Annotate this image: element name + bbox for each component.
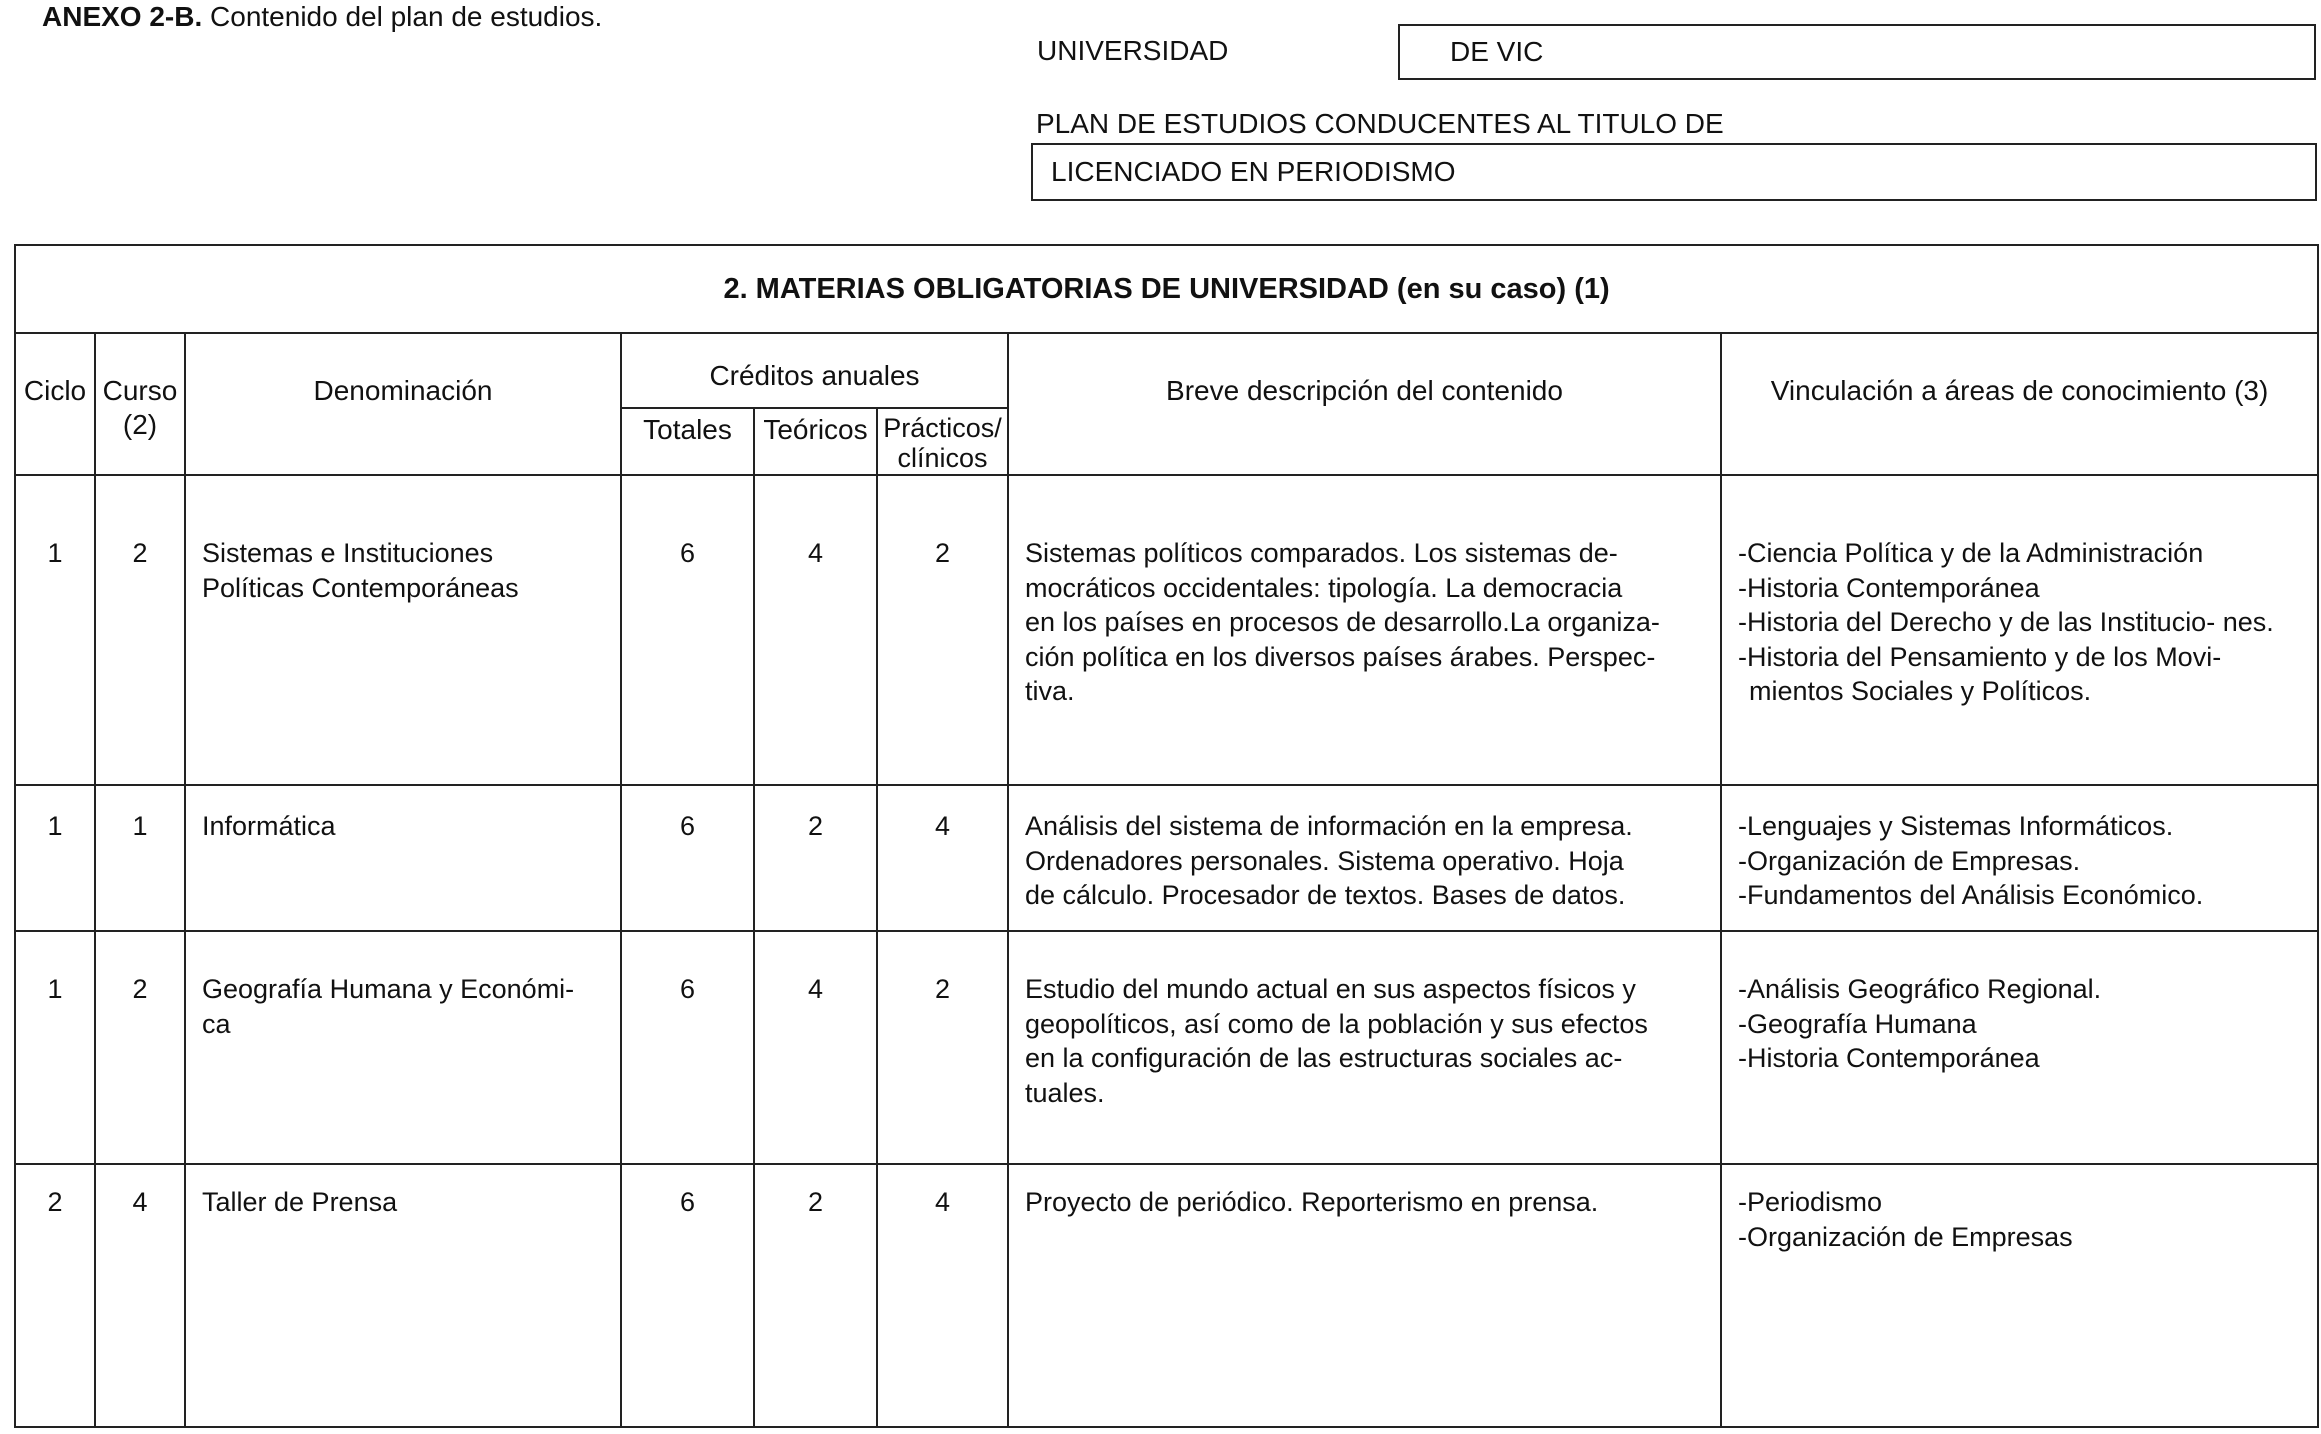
cell-teoricos: 4 <box>754 931 877 1164</box>
cell-denominacion-line: Informática <box>202 811 336 841</box>
cell-vinculacion-line: -Ciencia Política y de la Administración <box>1738 538 2204 568</box>
cell-descripcion-line: de cálculo. Procesador de textos. Bases de datos. <box>1025 880 1626 910</box>
col-clinicos-label: clínicos <box>897 443 988 473</box>
cell-descripcion <box>1008 785 1721 931</box>
cell-practicos: 4 <box>877 785 1008 931</box>
annex-description: Contenido del plan de estudios. <box>210 1 603 32</box>
cell-descripcion-line: geopolíticos, así como de la población y sus efectos <box>1025 1008 1648 1039</box>
col-header-totales <box>621 408 754 475</box>
cell-practicos: 4 <box>877 1164 1008 1427</box>
cell-vinculacion-line: -Análisis Geográfico Regional. <box>1738 974 2102 1004</box>
col-descripcion-label: Breve descripción del contenido <box>1166 375 1563 406</box>
col-header-curso <box>95 333 185 475</box>
cell-vinculacion-line: -Periodismo <box>1738 1187 1883 1217</box>
cell-vinculacion-line: -Historia del Derecho y de las Institucio- nes. <box>1738 607 2274 637</box>
col-header-creditos <box>621 333 1008 408</box>
table-body <box>15 475 2318 1427</box>
cell-curso: 1 <box>95 785 185 931</box>
cell-ciclo: 1 <box>15 475 95 785</box>
cell-vinculacion-line: -Historia Contemporánea <box>1738 1043 2040 1073</box>
col-header-descripcion <box>1008 333 1721 475</box>
cell-teoricos: 2 <box>754 1164 877 1427</box>
cell-teoricos: 4 <box>754 475 877 785</box>
cell-vinculacion <box>1721 931 2318 1164</box>
cell-denominacion <box>185 1164 621 1427</box>
cell-practicos: 2 <box>877 475 1008 785</box>
table-row <box>15 931 2318 1164</box>
cell-curso: 2 <box>95 475 185 785</box>
cell-denominacion <box>185 785 621 931</box>
annex-label: ANEXO 2-B. <box>42 1 203 32</box>
cell-descripcion-line: en los países en procesos de desarrollo.La organiza- <box>1025 607 1660 637</box>
table-row <box>15 785 2318 931</box>
cell-vinculacion-line: -Geografía Humana <box>1738 1008 1977 1039</box>
cell-ciclo: 1 <box>15 931 95 1164</box>
col-header-ciclo <box>15 333 95 475</box>
table-row <box>15 1164 2318 1427</box>
universidad-field <box>1398 24 2316 80</box>
cell-descripcion-line: tuales. <box>1025 1077 1105 1108</box>
col-creditos-label: Créditos anuales <box>709 359 920 391</box>
col-totales-label: Totales <box>643 414 732 445</box>
cell-denominacion-line: Geografía Humana y Económi- <box>202 974 575 1004</box>
cell-ciclo: 1 <box>15 785 95 931</box>
cell-denominacion-line: ca <box>202 1008 231 1039</box>
cell-vinculacion-line: -Organización de Empresas. <box>1738 845 2081 876</box>
cell-curso: 4 <box>95 1164 185 1427</box>
cell-ciclo: 2 <box>15 1164 95 1427</box>
cell-totales: 6 <box>621 475 754 785</box>
cell-vinculacion-line: -Historia Contemporánea <box>1738 572 2040 603</box>
col-practicos-label: Prácticos/ <box>883 413 1002 443</box>
table-title: 2. MATERIAS OBLIGATORIAS DE UNIVERSIDAD (en su caso) (1) <box>15 245 2318 333</box>
cell-descripcion <box>1008 1164 1721 1427</box>
cell-descripcion <box>1008 475 1721 785</box>
cell-vinculacion-line: -Lenguajes y Sistemas Informáticos. <box>1738 811 2174 841</box>
cell-denominacion <box>185 931 621 1164</box>
cell-vinculacion <box>1721 1164 2318 1427</box>
cell-descripcion <box>1008 931 1721 1164</box>
col-header-practicos <box>877 408 1008 475</box>
cell-descripcion-line: ción política en los diversos países árabes. Perspec- <box>1025 641 1656 672</box>
plan-label: PLAN DE ESTUDIOS CONDUCENTES AL TITULO DE <box>1036 108 1724 139</box>
cell-descripcion-line: Ordenadores personales. Sistema operativo. Hoja <box>1025 845 1624 876</box>
cell-totales: 6 <box>621 1164 754 1427</box>
annex-heading <box>42 1 602 33</box>
cell-teoricos: 2 <box>754 785 877 931</box>
cell-descripcion-line: Sistemas políticos comparados. Los sistemas de- <box>1025 538 1618 568</box>
col-denominacion-label: Denominación <box>313 375 493 406</box>
cell-denominacion-line: Políticas Contemporáneas <box>202 572 519 603</box>
universidad-value: DE VIC <box>1450 36 1544 67</box>
cell-descripcion-line: Proyecto de periódico. Reporterismo en prensa. <box>1025 1187 1599 1217</box>
cell-totales: 6 <box>621 931 754 1164</box>
cell-descripcion-line: tiva. <box>1025 676 1075 706</box>
plan-value: LICENCIADO EN PERIODISMO <box>1051 156 1456 187</box>
cell-practicos: 2 <box>877 931 1008 1164</box>
col-header-teoricos <box>754 408 877 475</box>
cell-descripcion-line: Análisis del sistema de información en la empresa. <box>1025 811 1633 841</box>
cell-vinculacion-line: -Fundamentos del Análisis Económico. <box>1738 880 2204 910</box>
col-curso-label: Curso <box>102 375 178 406</box>
col-header-vinculacion <box>1721 333 2318 475</box>
col-ciclo-label: Ciclo <box>23 375 87 406</box>
cell-totales: 6 <box>621 785 754 931</box>
col-teoricos-label: Teóricos <box>763 414 868 445</box>
cell-descripcion-line: Estudio del mundo actual en sus aspectos físicos y <box>1025 974 1636 1004</box>
cell-curso: 2 <box>95 931 185 1164</box>
cell-vinculacion <box>1721 475 2318 785</box>
table-row <box>15 475 2318 785</box>
cell-descripcion-line: mocráticos occidentales: tipología. La democracia <box>1025 572 1623 603</box>
col-vinculacion-label: Vinculación a áreas de conocimiento (3) <box>1770 375 2269 406</box>
cell-vinculacion-line: -Organización de Empresas <box>1738 1221 2073 1252</box>
col-header-denominacion <box>185 333 621 475</box>
cell-descripcion-line: en la configuración de las estructuras sociales ac- <box>1025 1043 1623 1073</box>
cell-vinculacion-line: -Historia del Pensamiento y de los Movi- mientos Sociales y Políticos. <box>1738 641 2222 706</box>
cell-denominacion <box>185 475 621 785</box>
universidad-label: UNIVERSIDAD <box>1037 35 1229 66</box>
plan-field <box>1031 143 2317 201</box>
subjects-table <box>14 244 2319 1428</box>
cell-denominacion-line: Taller de Prensa <box>202 1187 398 1217</box>
col-curso-note: (2) <box>122 409 158 440</box>
cell-denominacion-line: Sistemas e Instituciones <box>202 538 494 568</box>
cell-vinculacion <box>1721 785 2318 931</box>
